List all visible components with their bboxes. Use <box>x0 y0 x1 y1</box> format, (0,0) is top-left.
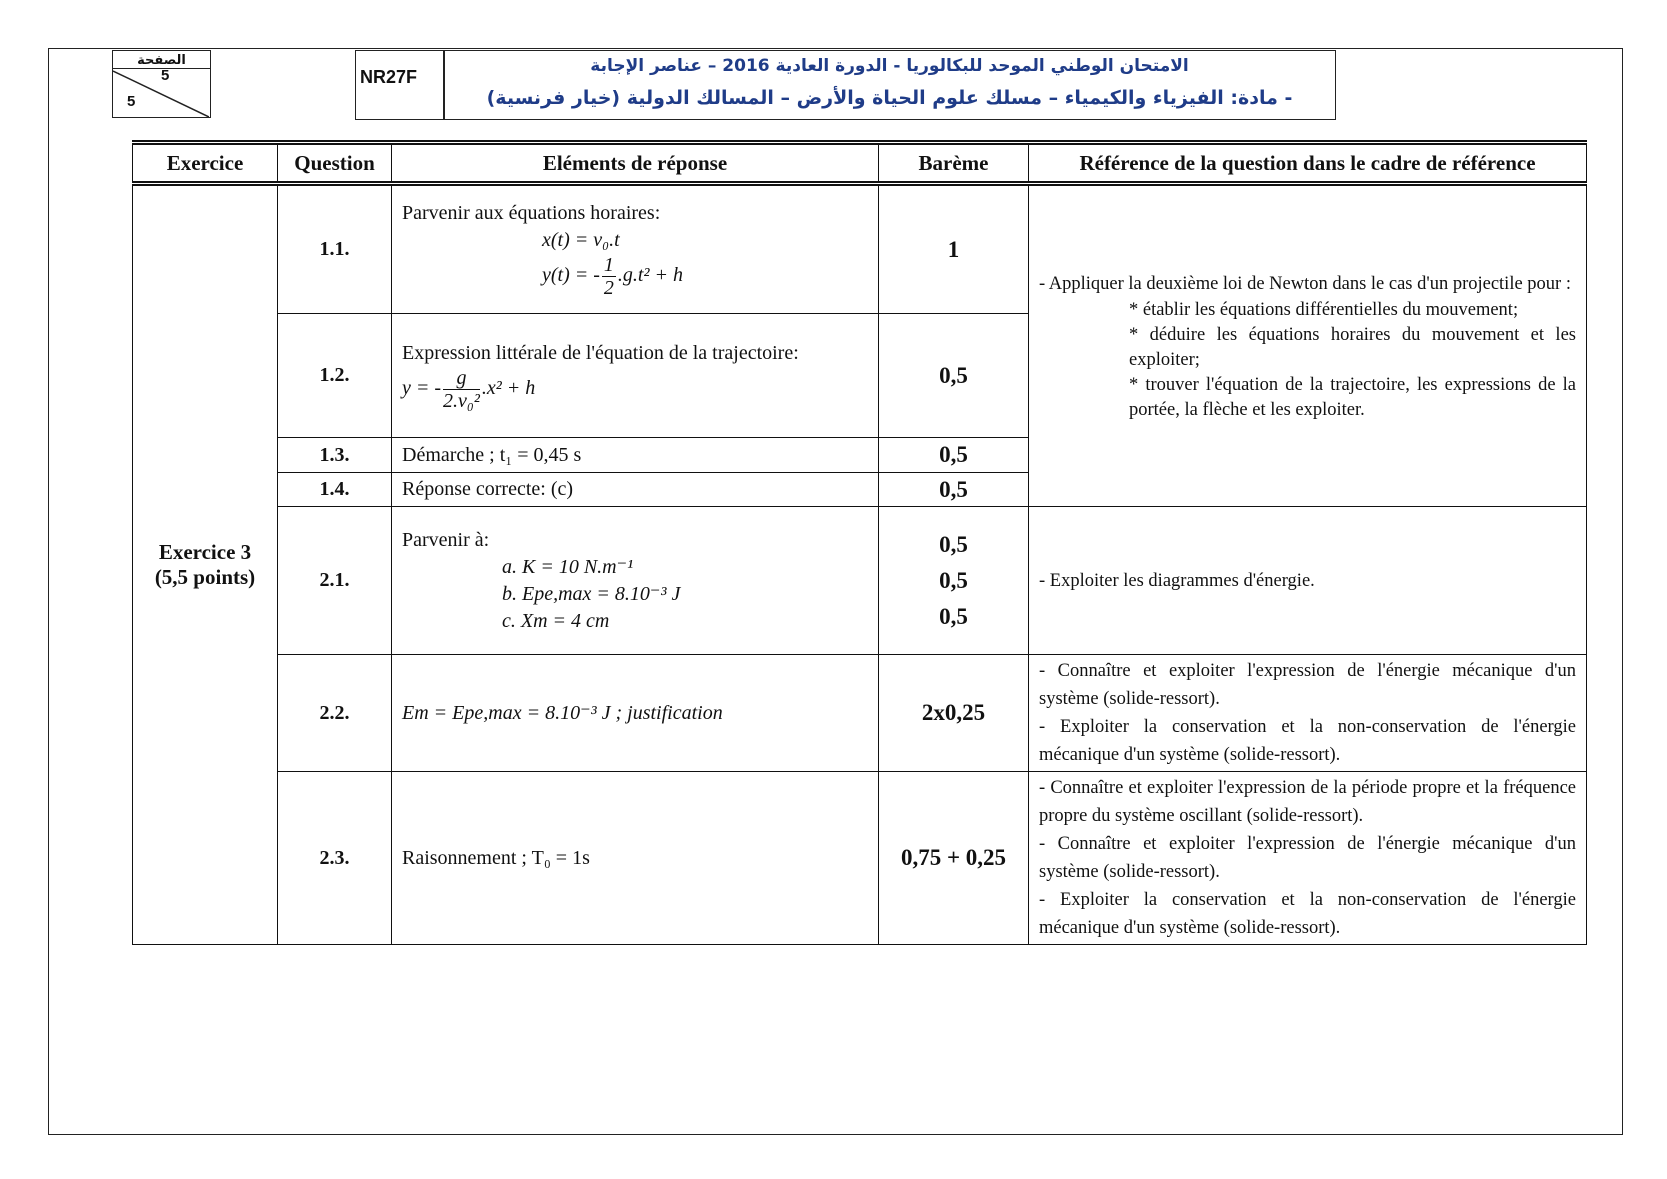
equation-y <box>402 254 868 299</box>
numerator: g <box>443 367 480 390</box>
answer-a: a. K = 10 N.m⁻¹ <box>502 555 634 578</box>
title-line-2: - مادة: الفيزياء والكيمياء – مسلك علوم الحياة والأرض – المسالك الدولية (خيار فرنسية) <box>486 87 1293 109</box>
reference-bullet: * trouver l'équation de la trajectoire, les expressions de la portée, la flèche et les exploiter. <box>1129 374 1576 420</box>
fraction <box>602 254 616 299</box>
answer-c: c. Xm = 4 cm <box>502 609 610 632</box>
exam-code: NR27F <box>355 50 445 120</box>
table-header-row <box>133 143 1587 184</box>
question-number: 1.3. <box>278 438 392 473</box>
bareme-value: 0,5 <box>879 438 1029 473</box>
trajectory-equation <box>402 367 868 412</box>
answer-elements <box>392 507 879 655</box>
answer-b: b. Epe,max = 8.10⁻³ J <box>502 582 681 605</box>
answer-text: Parvenir aux équations horaires: <box>402 202 661 224</box>
question-number: 2.1. <box>278 507 392 655</box>
reference-line: - Connaître et exploiter l'expression de l'énergie mécanique d'un système (solide-ressort). <box>1039 834 1576 882</box>
answer-text: Réponse correcte: (c) <box>392 473 879 507</box>
eq-right: .x² + h <box>481 376 536 399</box>
answer-elements <box>392 184 879 314</box>
question-number: 1.2. <box>278 314 392 438</box>
reference-bullet: * déduire les équations horaires du mouvement et les exploiter; <box>1129 324 1576 370</box>
exercise-points: (5,5 points) <box>154 565 256 589</box>
answer-text: Expression littérale de l'équation de la trajectoire: <box>402 341 799 364</box>
eq-left: y = - <box>402 376 442 399</box>
bareme-value: 0,5 <box>939 567 968 593</box>
bareme-value: 0,5 <box>939 603 968 629</box>
answer-table <box>132 140 1587 945</box>
numerator: 1 <box>603 254 614 276</box>
question-number: 2.3. <box>278 772 392 945</box>
bareme-value: 0,5 <box>939 531 968 557</box>
reference-cell <box>1029 655 1587 772</box>
answer-elements <box>392 314 879 438</box>
bareme-value: 0,5 <box>879 314 1029 438</box>
question-number: 2.2. <box>278 655 392 772</box>
col-elements: Eléments de réponse <box>392 143 879 184</box>
bareme-value: 0,5 <box>879 473 1029 507</box>
table-row <box>133 184 1587 314</box>
col-reference: Référence de la question dans le cadre de référence <box>1029 143 1587 184</box>
reference-intro: - Appliquer la deuxième loi de Newton dans le cas d'un projectile pour : <box>1039 273 1571 294</box>
table-row <box>133 507 1587 655</box>
exercise-cell <box>133 184 278 945</box>
col-bareme: Barème <box>879 143 1029 184</box>
answer-text: Démarche ; t₁ = 0,45 s <box>392 438 879 473</box>
eq-right: .g.t² + h <box>617 264 683 287</box>
answer-text: Em = Epe,max = 8.10⁻³ J ; justification <box>392 655 879 772</box>
reference-line: - Exploiter la conservation et la non-conservation de l'énergie mécanique d'un système (solide-ressort). <box>1039 890 1576 938</box>
denominator: 2 <box>603 277 614 299</box>
page-current: 5 <box>161 67 170 84</box>
bareme-value: 2x0,25 <box>879 655 1029 772</box>
title-line-1: الامتحان الوطني الموحد للبكالوريا - الدورة العادية 2016 – عناصر الإجابة <box>590 56 1189 76</box>
bareme-values <box>879 507 1029 655</box>
reference-line: - Connaître et exploiter l'expression de l'énergie mécanique d'un système (solide-ressort). <box>1039 661 1576 709</box>
reference-bullet: * établir les équations différentielles du mouvement; <box>1129 299 1519 320</box>
table-row <box>133 772 1587 945</box>
reference-line: - Exploiter la conservation et la non-conservation de l'énergie mécanique d'un système (solide-ressort). <box>1039 717 1576 765</box>
bareme-value: 1 <box>879 184 1029 314</box>
table-row <box>133 655 1587 772</box>
eq-left: y(t) = - <box>542 264 600 287</box>
equation-x: x(t) = v₀.t <box>542 229 620 251</box>
page-total: 5 <box>127 93 136 110</box>
answer-text: Parvenir à: <box>402 528 490 551</box>
question-number: 1.1. <box>278 184 392 314</box>
exercise-name: Exercice 3 <box>158 540 252 564</box>
page-counter <box>112 50 211 118</box>
reference-cell <box>1029 184 1587 507</box>
page-label: الصفحة <box>113 51 210 69</box>
question-number: 1.4. <box>278 473 392 507</box>
col-exercise: Exercice <box>133 143 278 184</box>
exam-title <box>443 50 1336 120</box>
reference-line: - Connaître et exploiter l'expression de la période propre et la fréquence propre du système oscillant (solide-ressort). <box>1039 778 1576 826</box>
answer-text: Raisonnement ; T₀ = 1s <box>392 772 879 945</box>
reference-bullets <box>1039 298 1576 423</box>
bareme-value: 0,75 + 0,25 <box>879 772 1029 945</box>
col-question: Question <box>278 143 392 184</box>
denominator: 2.v₀² <box>443 389 480 412</box>
reference-cell: - Exploiter les diagrammes d'énergie. <box>1029 507 1587 655</box>
reference-cell <box>1029 772 1587 945</box>
fraction <box>443 367 480 412</box>
